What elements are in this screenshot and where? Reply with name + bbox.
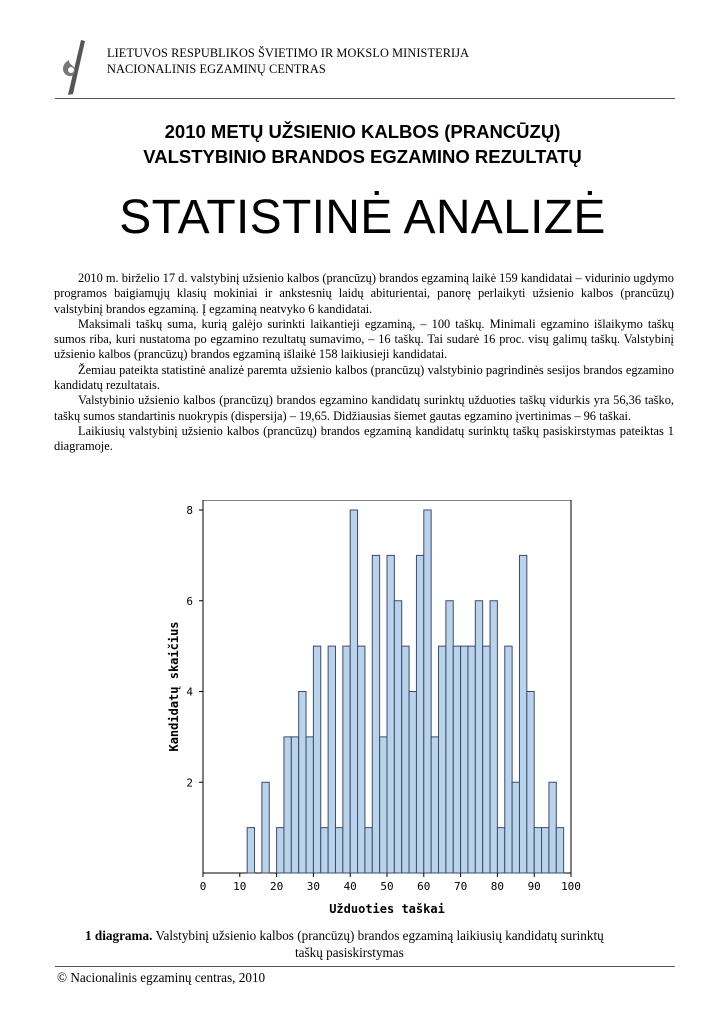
- x-tick-label: 80: [490, 880, 505, 893]
- histogram-bar: [321, 828, 328, 873]
- histogram-bar: [527, 692, 534, 874]
- x-tick-label: 90: [527, 880, 541, 893]
- ministry-logo: [59, 38, 99, 96]
- footer-divider: [55, 966, 675, 967]
- x-tick-label: 0: [199, 880, 207, 893]
- histogram-bar: [505, 646, 512, 873]
- paragraph: Valstybinio užsienio kalbos (prancūzų) brandos egzamino kandidatų surinktų užduoties taškų vidurkis yra 56,36 taško, taškų sumos standartinis nuokrypis (dispersija) – 19,65. Didžiausias šiemet gautas egzamino įvertinimas – 96 taškai.: [54, 393, 674, 423]
- histogram-bar: [453, 646, 460, 873]
- histogram-bar: [387, 555, 394, 873]
- histogram-bar: [402, 646, 409, 873]
- histogram-bar: [542, 828, 549, 873]
- histogram-bar: [446, 601, 453, 873]
- histogram-bar: [468, 646, 475, 873]
- caption-label: 1 diagrama.: [85, 928, 153, 943]
- histogram-bar: [284, 737, 291, 873]
- caption-text-1: Valstybinį užsienio kalbos (prancūzų) brandos egzaminą laikiusių kandidatų surinktų: [155, 928, 604, 943]
- y-tick-label: 2: [186, 776, 193, 790]
- x-tick-label: 30: [306, 880, 321, 893]
- histogram-bar: [350, 510, 357, 873]
- y-tick-label: 4: [186, 685, 193, 699]
- histogram-bar: [365, 828, 372, 873]
- histogram-bar: [277, 828, 284, 873]
- x-tick-label: 60: [417, 880, 431, 893]
- x-tick-label: 50: [380, 880, 394, 893]
- x-axis-label: Užduoties taškai: [329, 902, 445, 916]
- histogram-bar: [262, 782, 269, 873]
- histogram-bar: [313, 646, 320, 873]
- paragraph: Laikiusių valstybinį užsienio kalbos (prancūzų) brandos egzaminą kandidatų surinktų taškų pasiskirstymas pateiktas 1 diagramoje.: [54, 423, 674, 454]
- histogram-bar: [534, 828, 541, 873]
- x-tick-label: 10: [233, 880, 247, 893]
- org-line-1: LIETUVOS RESPUBLIKOS ŠVIETIMO IR MOKSLO MINISTERIJA: [107, 46, 470, 60]
- histogram-bar: [291, 737, 298, 873]
- histogram-bar: [372, 555, 379, 873]
- x-tick-label: 40: [343, 880, 357, 893]
- histogram-bar: [483, 646, 490, 873]
- histogram-bar: [439, 646, 446, 873]
- organization-name: [107, 46, 469, 77]
- paragraph: 2010 m. birželio 17 d. valstybinį užsienio kalbos (prancūzų) brandos egzaminą laikė 159 kandidatai – vidurinio ugdymo programos baigiamųjų klasių mokiniai ir ankstesnių laidų abiturientai, panorę perlaikyti užsienio kalbos (prancūzų) valstybinį brandos egzaminą. Į egzaminą neatvyko 6 kandidatai.: [54, 271, 674, 316]
- figure-caption: [85, 927, 685, 961]
- histogram-bar: [409, 692, 416, 874]
- histogram-bar: [358, 646, 365, 873]
- x-tick-label: 20: [269, 880, 284, 893]
- header-divider: [55, 98, 675, 99]
- histogram-bar: [380, 737, 387, 873]
- y-tick-label: 8: [186, 504, 193, 517]
- page-title: STATISTINĖ ANALIZĖ: [119, 191, 606, 244]
- org-line-2: NACIONALINIS EGZAMINŲ CENTRAS: [107, 61, 326, 76]
- histogram-bar: [343, 646, 350, 873]
- caption-text-2: taškų pasiskirstymas: [295, 945, 404, 960]
- x-tick-label: 100: [561, 880, 581, 893]
- histogram-bar: [549, 782, 556, 873]
- histogram-bar: [431, 737, 438, 873]
- histogram-bar: [299, 692, 306, 874]
- histogram-bar: [497, 828, 504, 873]
- histogram-bar: [335, 828, 342, 873]
- histogram-bar: [247, 828, 254, 873]
- histogram-bar: [306, 737, 313, 873]
- histogram-bar: [416, 555, 423, 873]
- histogram-bar: [475, 601, 482, 873]
- page-header: [55, 38, 675, 98]
- y-tick-label: 6: [186, 594, 193, 608]
- histogram-bar: [394, 601, 401, 873]
- title-line-2: VALSTYBINIO BRANDOS EGZAMINO REZULTATŲ: [143, 146, 582, 167]
- histogram-bar: [519, 555, 526, 873]
- histogram-bar: [556, 828, 563, 873]
- footer-copyright: © Nacionalinis egzaminų centras, 2010: [57, 970, 266, 985]
- x-tick-label: 70: [453, 880, 468, 893]
- y-axis-label: Kandidatų skaičius: [167, 621, 181, 752]
- histogram-bar: [424, 510, 431, 873]
- paragraph: Žemiau pateikta statistinė analizė paremta užsienio kalbos (prancūzų) valstybinio pagrindinės sesijos brandos egzamino kandidatų rezultatais.: [54, 362, 674, 393]
- body-text: [54, 271, 674, 455]
- histogram-bar: [490, 601, 497, 873]
- histogram-bar: [328, 646, 335, 873]
- histogram-bar: [512, 782, 519, 873]
- histogram-bar: [461, 646, 468, 873]
- title-line-1: 2010 METŲ UŽSIENIO KALBOS (PRANCŪZŲ): [164, 121, 561, 142]
- histogram-chart: [165, 500, 585, 920]
- paragraph: Maksimali taškų suma, kurią galėjo surinkti laikantieji egzaminą, – 100 taškų. Minimali egzamino išlaikymo taškų sumos riba, kuri nustatoma po egzamino rezultatų sumavimo, – 16 taškų. Tai sudarė 16 proc. visų galimų taškų. Valstybinį užsienio kalbos (prancūzų) brandos egzaminą išlaikė 158 laikiusieji kandidatai.: [54, 316, 674, 362]
